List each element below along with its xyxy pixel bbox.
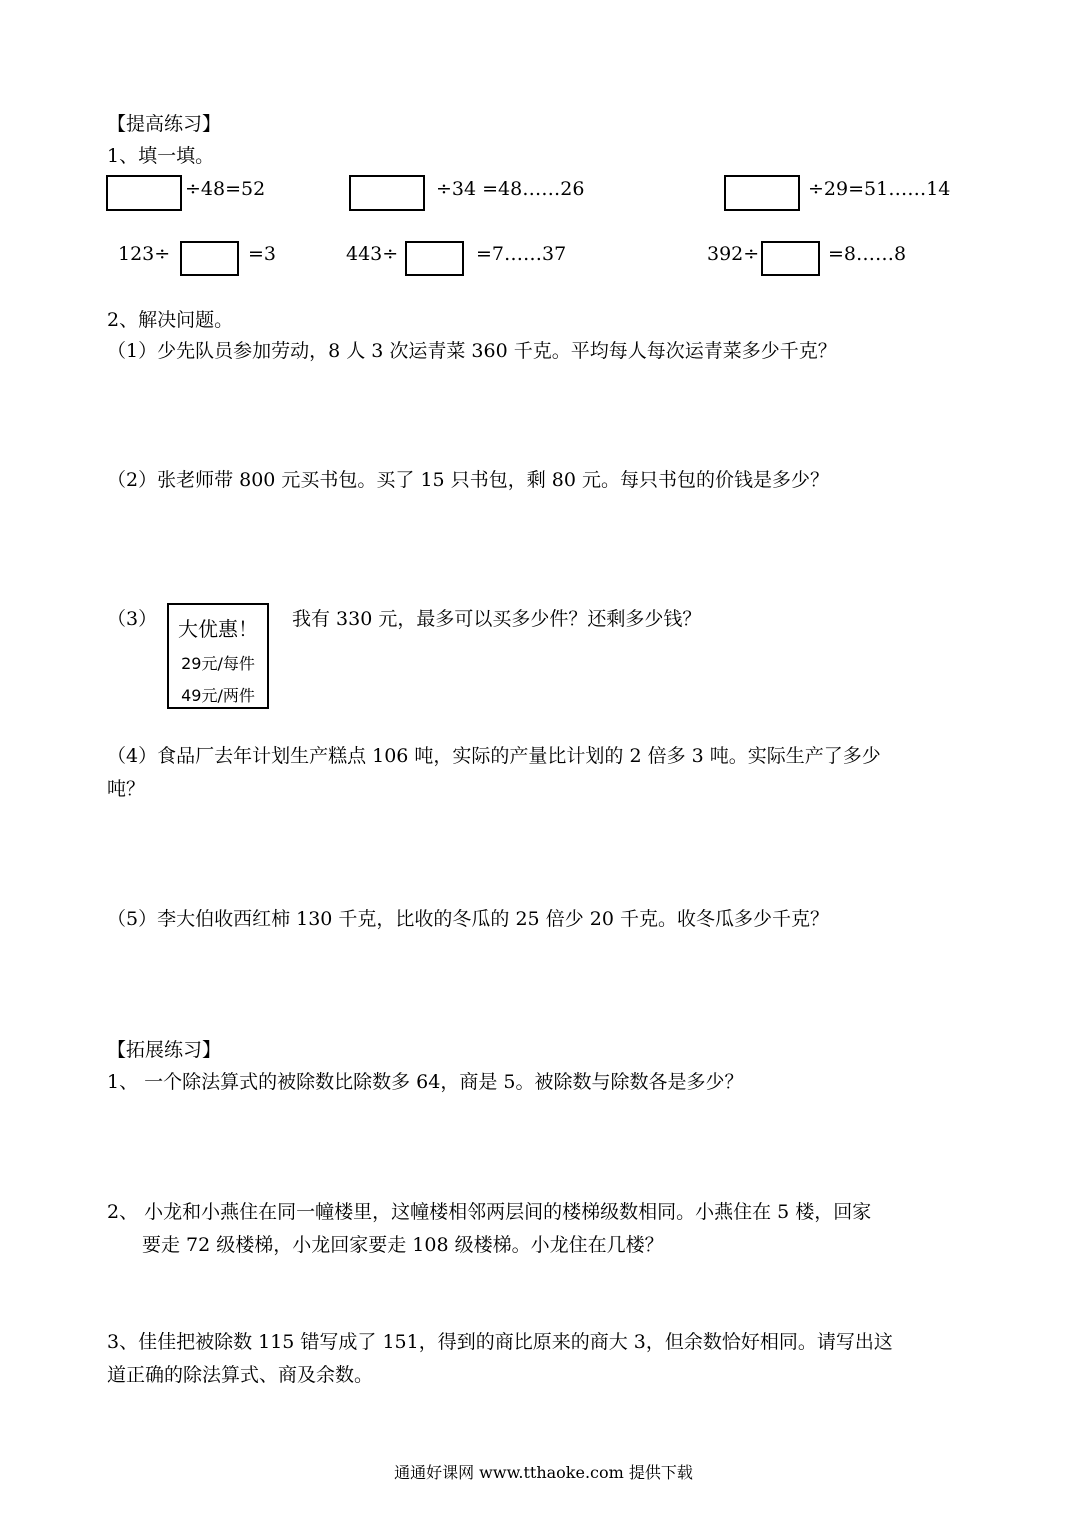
- problem-4-line2: 吨？: [107, 778, 146, 800]
- promo-title: 大优惠！: [178, 617, 258, 641]
- problem-5: （5）李大伯收西红柿 130 千克，比收的冬瓜的 25 倍少 20 千克。收冬瓜多少千克？: [107, 908, 829, 930]
- answer-box[interactable]: [761, 241, 820, 276]
- answer-box[interactable]: [180, 241, 239, 276]
- equation-text: =8……8: [828, 243, 907, 265]
- answer-box[interactable]: [724, 175, 800, 211]
- problem-1: （1）少先队员参加劳动，8 人 3 次运青菜 360 千克。平均每人每次运青菜多少千克？: [107, 340, 837, 362]
- extend-problem-1: 1、 一个除法算式的被除数比除数多 64，商是 5。被除数与除数各是多少？: [107, 1071, 744, 1093]
- problem-3: 我有 330 元，最多可以买多少件？还剩多少钱？: [292, 608, 702, 630]
- section-title-extend: 【拓展练习】: [107, 1039, 222, 1061]
- equation-text: =7……37: [476, 243, 567, 265]
- equation-text: 392÷: [707, 243, 760, 265]
- promo-price-pair: 49元/两件: [181, 686, 255, 705]
- equation-text: ÷34 =48……26: [436, 178, 585, 200]
- answer-box[interactable]: [405, 241, 464, 276]
- page-footer: 通通好课网 www.tthaoke.com 提供下载: [394, 1463, 693, 1482]
- extend-problem-2-line2: 要走 72 级楼梯，小龙回家要走 108 级楼梯。小龙住在几楼？: [142, 1234, 664, 1256]
- answer-box[interactable]: [349, 175, 425, 211]
- problem-4-line1: （4）食品厂去年计划生产糕点 106 吨，实际的产量比计划的 2 倍多 3 吨。实际生产了多少: [107, 745, 881, 767]
- answer-box[interactable]: [106, 175, 182, 211]
- problem-3-label: （3）: [107, 608, 158, 630]
- problem-2: （2）张老师带 800 元买书包。买了 15 只书包，剩 80 元。每只书包的价钱是多少？: [107, 469, 829, 491]
- equation-text: 123÷: [118, 243, 171, 265]
- section-title-improve: 【提高练习】: [107, 113, 222, 135]
- equation-text: =3: [248, 243, 277, 265]
- promo-sign: [167, 603, 269, 709]
- equation-text: 443÷: [346, 243, 399, 265]
- equation-text: ÷48=52: [185, 178, 266, 200]
- question-2-title: 2、解决问题。: [107, 309, 234, 331]
- equation-text: ÷29=51……14: [808, 178, 951, 200]
- extend-problem-3-line2: 道正确的除法算式、商及余数。: [107, 1364, 374, 1386]
- question-1-title: 1、填一填。: [107, 145, 215, 167]
- extend-problem-2-line1: 2、 小龙和小燕住在同一幢楼里，这幢楼相邻两层间的楼梯级数相同。小燕住在 5 楼，回家: [107, 1201, 872, 1223]
- extend-problem-3-line1: 3、佳佳把被除数 115 错写成了 151，得到的商比原来的商大 3，但余数恰好相同。请写出这: [107, 1331, 893, 1353]
- promo-price-single: 29元/每件: [181, 654, 255, 673]
